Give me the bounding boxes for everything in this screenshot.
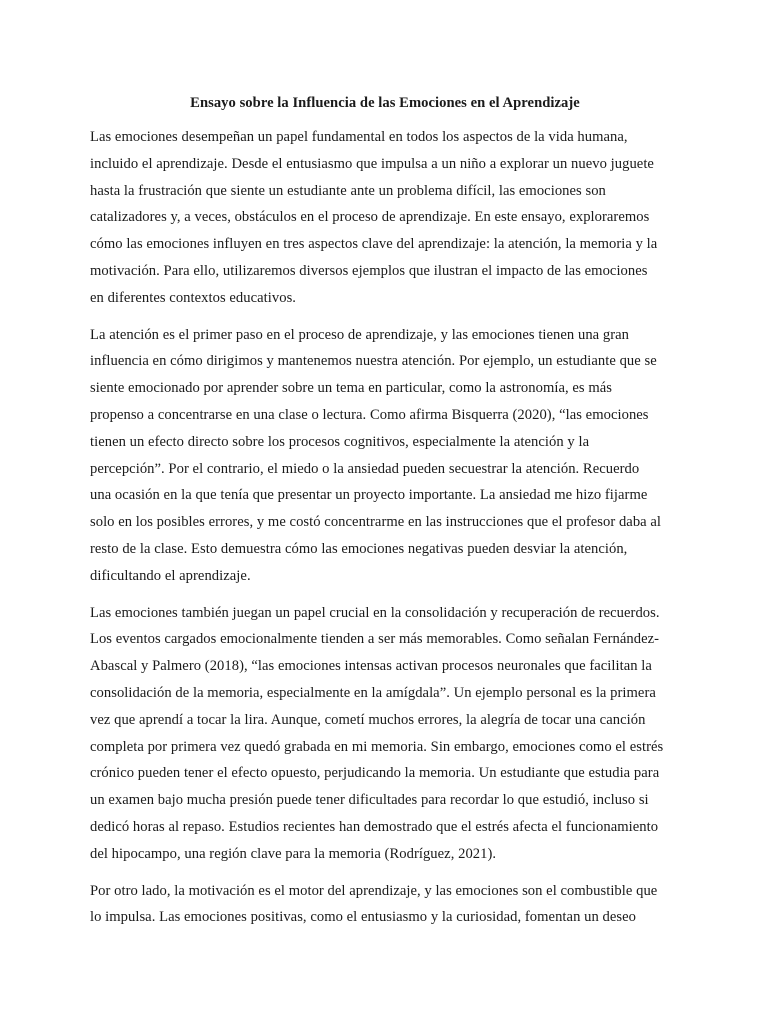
text-line: incluido el aprendizaje. Desde el entusiasmo que impulsa a un niño a explorar un nuevo juguete <box>90 155 654 172</box>
text-line: hasta la frustración que siente un estudiante ante un problema difícil, las emociones son <box>90 182 606 199</box>
text-line: en diferentes contextos educativos. <box>90 289 296 306</box>
text-line: del hipocampo, una región clave para la memoria (Rodríguez, 2021). <box>90 845 497 862</box>
paragraph-motivation <box>90 878 680 932</box>
text-line: consolidación de la memoria, especialmente en la amígdala”. Un ejemplo personal es la primera <box>90 684 656 701</box>
text-line: cómo las emociones influyen en tres aspectos clave del aprendizaje: la atención, la memoria y la <box>90 236 658 253</box>
paragraph-memory <box>90 600 680 868</box>
text-line: solo en los posibles errores, y me costó concentrarme en las instrucciones que el profesor daba al <box>90 514 662 531</box>
text-line: siente emocionado por aprender sobre un tema en particular, como la astronomía, es más <box>90 380 613 397</box>
text-line: Los eventos cargados emocionalmente tienden a ser más memorables. Como señalan Fernández- <box>90 631 660 648</box>
text-line: lo impulsa. Las emociones positivas, como el entusiasmo y la curiosidad, fomentan un deseo <box>90 909 636 926</box>
text-line: un examen bajo mucha presión puede tener dificultades para recordar lo que estudió, incluso si <box>90 792 649 809</box>
text-line: una ocasión en la que tenía que presentar un proyecto importante. La ansiedad me hizo fijarme <box>90 487 648 504</box>
essay-title: Ensayo sobre la Influencia de las Emociones en el Aprendizaje <box>190 95 580 111</box>
text-line: Abascal y Palmero (2018), “las emociones intensas activan procesos neuronales que facilitan la <box>90 658 652 675</box>
text-line: Las emociones desempeñan un papel fundamental en todos los aspectos de la vida humana, <box>90 129 628 145</box>
text-line: crónico pueden tener el efecto opuesto, perjudicando la memoria. Un estudiante que estudia para <box>90 765 660 782</box>
text-line: dedicó horas al repaso. Estudios recientes han demostrado que el estrés afecta el funcionamiento <box>90 818 659 835</box>
text-line: tienen un efecto directo sobre los procesos cognitivos, especialmente la atención y la <box>90 433 590 450</box>
text-line: influencia en cómo dirigimos y mantenemos nuestra atención. Por ejemplo, un estudiante que se <box>90 353 657 370</box>
text-line: dificultando el aprendizaje. <box>90 567 251 584</box>
text-line: vez que aprendí a tocar la lira. Aunque, cometí muchos errores, la alegría de tocar una canción <box>90 711 646 728</box>
text-line: completa por primera vez quedó grabada en mi memoria. Sin embargo, emociones como el estrés <box>90 738 664 755</box>
document-page <box>90 0 680 931</box>
text-line: percepción”. Por el contrario, el miedo o la ansiedad pueden secuestrar la atención. Recuerdo <box>90 460 640 477</box>
text-line: catalizadores y, a veces, obstáculos en el proceso de aprendizaje. En este ensayo, exploraremos <box>90 209 650 226</box>
paragraph-attention <box>90 322 680 590</box>
text-line: motivación. Para ello, utilizaremos diversos ejemplos que ilustran el impacto de las emociones <box>90 262 648 279</box>
text-line: Por otro lado, la motivación es el motor del aprendizaje, y las emociones son el combustible que <box>90 882 658 899</box>
text-line: Las emociones también juegan un papel crucial en la consolidación y recuperación de recuerdos. <box>90 604 660 621</box>
text-line: La atención es el primer paso en el proceso de aprendizaje, y las emociones tienen una gran <box>90 326 630 343</box>
text-line: propenso a concentrarse en una clase o lectura. Como afirma Bisquerra (2020), “las emociones <box>90 406 649 423</box>
paragraph-introduction <box>90 124 680 312</box>
text-line: resto de la clase. Esto demuestra cómo las emociones negativas pueden desviar la atención, <box>90 540 628 557</box>
